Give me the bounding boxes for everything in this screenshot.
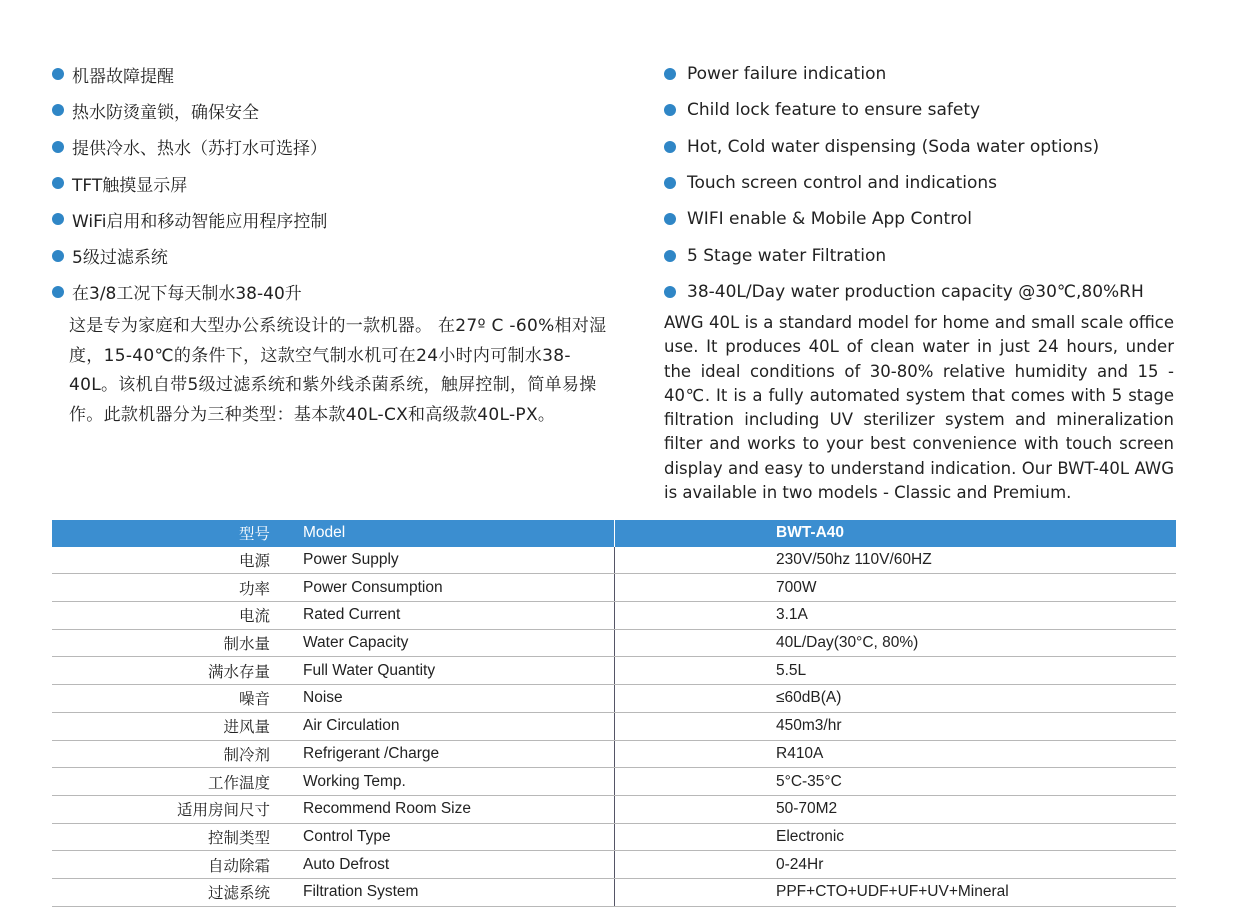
- spec-label-en: Working Temp.: [303, 768, 615, 796]
- spec-label-cn: 满水存量: [52, 657, 303, 685]
- table-row: [52, 574, 1176, 602]
- feature-text: 在3/8工况下每天制水38-40升: [72, 284, 302, 305]
- bullet-icon: [52, 68, 64, 80]
- bullet-icon: [664, 213, 676, 225]
- spec-label-en: Noise: [303, 685, 615, 713]
- bullet-icon: [664, 68, 676, 80]
- feature-item: [52, 92, 327, 128]
- table-row: [52, 657, 1176, 685]
- spec-table-header: [52, 520, 1176, 547]
- spec-value: 50-70M2: [615, 795, 1177, 823]
- description-cn: 这是专为家庭和大型办公系统设计的一款机器。 在27º C -60%相对湿度，15-40℃的条件下，这款空气制水机可在24小时内可制水38-40L。该机自带5级过滤系统和紫外线杀菌系统，触屏控制，简单易操作。此款机器分为三种类型：基本款40L-CX和高级款40L-PX。: [69, 316, 607, 425]
- spec-label-en: Power Supply: [303, 547, 615, 574]
- feature-item: [52, 129, 327, 165]
- spec-label-cn: 噪音: [52, 685, 303, 713]
- spec-label-cn: 适用房间尺寸: [52, 795, 303, 823]
- feature-text: WIFI enable & Mobile App Control: [687, 209, 972, 230]
- bullet-icon: [664, 250, 676, 262]
- spec-label-cn: 电流: [52, 602, 303, 630]
- feature-item: [664, 165, 1144, 201]
- feature-text: 热水防烫童锁，确保安全: [72, 102, 259, 123]
- spec-value: PPF+CTO+UDF+UF+UV+Mineral: [615, 878, 1177, 906]
- spec-label-en: Rated Current: [303, 602, 615, 630]
- spec-label-cn: 功率: [52, 574, 303, 602]
- features-list-en: [664, 56, 1144, 310]
- feature-item: [664, 92, 1144, 128]
- spec-label-en: Filtration System: [303, 878, 615, 906]
- feature-item: [52, 237, 327, 273]
- bullet-icon: [52, 177, 64, 189]
- table-row: [52, 823, 1176, 851]
- feature-item: [52, 56, 327, 92]
- spec-label-en: Power Consumption: [303, 574, 615, 602]
- bullet-icon: [52, 141, 64, 153]
- feature-text: Power failure indication: [687, 64, 887, 85]
- description-en: AWG 40L is a standard model for home and small scale office use. It produces 40L of clean water in just 24 hours, under the ideal conditions of 30-80% relative humidity and 15 - 40℃. It is a fully automated system that comes with 5 stage filtration including UV sterilizer system and mineralization filter and works to your best convenience with touch screen display and easy to understand indication. Our BWT-40L AWG is available in two models - Classic and Premium.: [664, 313, 1174, 503]
- spec-label-en: Water Capacity: [303, 629, 615, 657]
- spec-label-cn: 过滤系统: [52, 878, 303, 906]
- spec-value: 5°C-35°C: [615, 768, 1177, 796]
- spec-value: 230V/50hz 110V/60HZ: [615, 547, 1177, 574]
- feature-item: [52, 165, 327, 201]
- feature-text: 提供冷水、热水（苏打水可选择）: [72, 139, 327, 160]
- bullet-icon: [664, 177, 676, 189]
- spec-label-cn: 工作温度: [52, 768, 303, 796]
- table-row: [52, 547, 1176, 574]
- spec-label-en: Control Type: [303, 823, 615, 851]
- feature-text: 5级过滤系统: [72, 248, 168, 269]
- table-row: [52, 851, 1176, 879]
- spec-value: R410A: [615, 740, 1177, 768]
- bullet-icon: [52, 250, 64, 262]
- feature-item: [664, 237, 1144, 273]
- features-list-cn: [52, 56, 327, 310]
- spec-label-en: Recommend Room Size: [303, 795, 615, 823]
- bullet-icon: [664, 104, 676, 116]
- feature-text: Touch screen control and indications: [687, 173, 998, 194]
- spec-value: 3.1A: [615, 602, 1177, 630]
- bullet-icon: [664, 286, 676, 298]
- spec-value: 450m3/hr: [615, 712, 1177, 740]
- header-cn: 型号: [52, 520, 303, 547]
- feature-text: Child lock feature to ensure safety: [687, 100, 981, 121]
- spec-label-en: Refrigerant /Charge: [303, 740, 615, 768]
- bullet-icon: [664, 141, 676, 153]
- feature-text: 5 Stage water Filtration: [687, 245, 887, 266]
- table-row: [52, 629, 1176, 657]
- spec-label-cn: 控制类型: [52, 823, 303, 851]
- table-row: [52, 795, 1176, 823]
- spec-value: 5.5L: [615, 657, 1177, 685]
- spec-label-en: Auto Defrost: [303, 851, 615, 879]
- bullet-icon: [52, 286, 64, 298]
- table-row: [52, 712, 1176, 740]
- spec-table: [52, 520, 1176, 907]
- spec-label-en: Air Circulation: [303, 712, 615, 740]
- feature-item: [664, 201, 1144, 237]
- header-en: Model: [303, 520, 615, 547]
- feature-item: [664, 56, 1144, 92]
- spec-value: Electronic: [615, 823, 1177, 851]
- table-row: [52, 602, 1176, 630]
- spec-value: ≤60dB(A): [615, 685, 1177, 713]
- table-row: [52, 878, 1176, 906]
- table-row: [52, 768, 1176, 796]
- spec-label-cn: 电源: [52, 547, 303, 574]
- feature-text: 38-40L/Day water production capacity @30℃,80%RH: [687, 281, 1144, 302]
- spec-label-cn: 制冷剂: [52, 740, 303, 768]
- feature-item: [664, 129, 1144, 165]
- spec-label-cn: 自动除霜: [52, 851, 303, 879]
- feature-text: Hot, Cold water dispensing (Soda water options): [687, 136, 1100, 157]
- bullet-icon: [52, 213, 64, 225]
- feature-item: [52, 201, 327, 237]
- spec-label-en: Full Water Quantity: [303, 657, 615, 685]
- spec-label-cn: 制水量: [52, 629, 303, 657]
- spec-value: 700W: [615, 574, 1177, 602]
- feature-item: [664, 274, 1144, 310]
- feature-text: 机器故障提醒: [72, 66, 174, 87]
- feature-text: TFT触摸显示屏: [72, 175, 188, 196]
- spec-value: 40L/Day(30°C, 80%): [615, 629, 1177, 657]
- spec-label-cn: 进风量: [52, 712, 303, 740]
- table-row: [52, 685, 1176, 713]
- feature-item: [52, 274, 327, 310]
- spec-value: 0-24Hr: [615, 851, 1177, 879]
- header-model-value: BWT-A40: [615, 520, 1177, 547]
- bullet-icon: [52, 104, 64, 116]
- table-row: [52, 740, 1176, 768]
- feature-text: WiFi启用和移动智能应用程序控制: [72, 211, 328, 232]
